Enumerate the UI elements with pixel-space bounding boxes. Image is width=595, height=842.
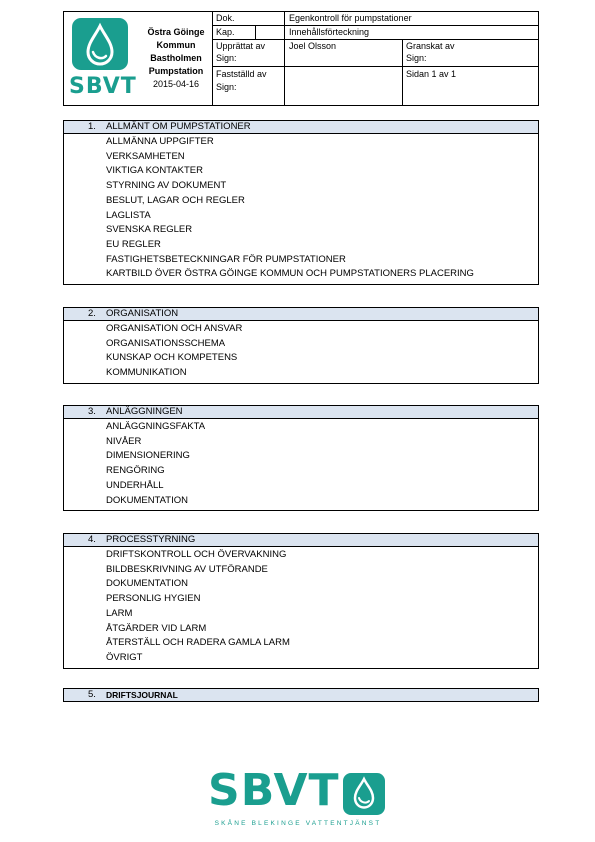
- toc-item[interactable]: LAGLISTA: [106, 209, 151, 221]
- toc-item[interactable]: KUNSKAP OCH KOMPETENS: [106, 352, 238, 364]
- sbvt-logo: [69, 16, 137, 102]
- section-title: DRIFTSJOURNAL: [106, 690, 178, 700]
- kap-label: Kap.: [216, 27, 235, 37]
- section-header: [64, 534, 538, 547]
- section-anlaggningen: [63, 405, 539, 511]
- toc-item[interactable]: ANLÄGGNINGSFAKTA: [106, 421, 206, 432]
- section-driftsjournal: [63, 688, 539, 702]
- section-items: [64, 547, 538, 668]
- section-processtyrning: [63, 533, 539, 669]
- section-items: [64, 321, 538, 383]
- section-number: 4.: [88, 534, 96, 545]
- toc-item[interactable]: RENGÖRING: [106, 465, 165, 477]
- section-title: ANLÄGGNINGEN: [106, 406, 183, 417]
- section-header: [64, 121, 538, 134]
- section-number: 5.: [88, 689, 96, 700]
- org-line: Pumpstation: [148, 66, 204, 76]
- toc-item[interactable]: EU REGLER: [106, 238, 161, 250]
- toc-item[interactable]: VERKSAMHETEN: [106, 150, 185, 162]
- toc-item[interactable]: ÅTGÄRDER VID LARM: [106, 622, 207, 634]
- dok-label: Dok.: [216, 13, 235, 23]
- section-header: [64, 406, 538, 419]
- section-number: 1.: [88, 121, 96, 132]
- section-number: 2.: [88, 308, 96, 319]
- document-date: 2015-04-16: [152, 79, 200, 89]
- toc-item[interactable]: ALLMÄNNA UPPGIFTER: [106, 136, 214, 147]
- toc-item[interactable]: SVENSKA REGLER: [106, 224, 193, 236]
- section-title: ORGANISATION: [106, 308, 179, 319]
- toc-item[interactable]: DOKUMENTATION: [106, 578, 188, 590]
- section-items: [64, 134, 538, 284]
- granskat-label: Granskat av: [406, 41, 455, 51]
- toc-item[interactable]: PERSONLIG HYGIEN: [106, 593, 201, 605]
- upprattat-label: Upprättat av: [216, 41, 266, 51]
- section-organisation: [63, 307, 539, 384]
- toc-item[interactable]: KOMMUNIKATION: [106, 367, 187, 379]
- toc-item[interactable]: DOKUMENTATION: [106, 494, 188, 506]
- toc-item[interactable]: KARTBILD ÖVER ÖSTRA GÖINGE KOMMUN OCH PUMPSTATIONERS PLACERING: [106, 268, 474, 280]
- footer-wordmark: SBVT: [208, 765, 340, 816]
- faststalld-label: Fastställd av: [216, 69, 267, 79]
- toc-item[interactable]: ÖVRIGT: [106, 651, 143, 663]
- org-line: Östra Göinge: [147, 27, 205, 37]
- section-header: [64, 308, 538, 321]
- org-line: Kommun: [156, 40, 196, 50]
- toc-item[interactable]: ORGANISATIONSSCHEMA: [106, 337, 226, 349]
- toc-item[interactable]: VIKTIGA KONTAKTER: [106, 165, 203, 177]
- page-number: Sidan 1 av 1: [406, 69, 457, 79]
- section-title: ALLMÄNT OM PUMPSTATIONER: [106, 121, 251, 132]
- toc-item[interactable]: UNDERHÅLL: [106, 479, 164, 491]
- divider: [212, 66, 539, 67]
- document-header: [63, 11, 539, 106]
- section-title: PROCESSTYRNING: [106, 534, 196, 545]
- toc-item[interactable]: ORGANISATION OCH ANSVAR: [106, 323, 243, 334]
- footer-logo: [208, 765, 388, 832]
- section-number: 3.: [88, 406, 96, 417]
- toc-item[interactable]: ÅTERSTÄLL OCH RADERA GAMLA LARM: [106, 637, 290, 649]
- organization-block: [139, 26, 213, 91]
- toc-item[interactable]: DIMENSIONERING: [106, 450, 190, 462]
- toc-item[interactable]: BESLUT, LAGAR OCH REGLER: [106, 194, 245, 206]
- toc-item[interactable]: FASTIGHETSBETECKNINGAR FÖR PUMPSTATIONER: [106, 253, 346, 265]
- toc-item[interactable]: DRIFTSKONTROLL OCH ÖVERVAKNING: [106, 549, 287, 560]
- logo-wordmark: SBVT: [69, 74, 137, 99]
- toc-item[interactable]: NIVÅER: [106, 435, 142, 447]
- divider: [212, 25, 539, 26]
- footer-tagline: SKÅNE BLEKINGE VATTENTJÄNST: [214, 820, 382, 827]
- section-header: [64, 689, 538, 701]
- toc-item[interactable]: STYRNING AV DOKUMENT: [106, 180, 227, 192]
- water-drop-icon: [342, 772, 386, 816]
- section-items: [64, 419, 538, 510]
- upprattat-sign: Sign:: [216, 53, 237, 63]
- divider: [255, 26, 256, 40]
- toc-item[interactable]: BILDBESKRIVNING AV UTFÖRANDE: [106, 563, 268, 575]
- faststalld-sign: Sign:: [216, 82, 237, 92]
- dok-value: Egenkontroll för pumpstationer: [289, 13, 412, 23]
- upprattat-value: Joel Olsson: [289, 41, 337, 51]
- org-line: Bastholmen: [150, 53, 202, 63]
- divider: [402, 39, 403, 105]
- kap-value: Innehållsförteckning: [289, 27, 370, 37]
- section-allmant: [63, 120, 539, 285]
- granskat-sign: Sign:: [406, 53, 427, 63]
- toc-item[interactable]: LARM: [106, 607, 133, 619]
